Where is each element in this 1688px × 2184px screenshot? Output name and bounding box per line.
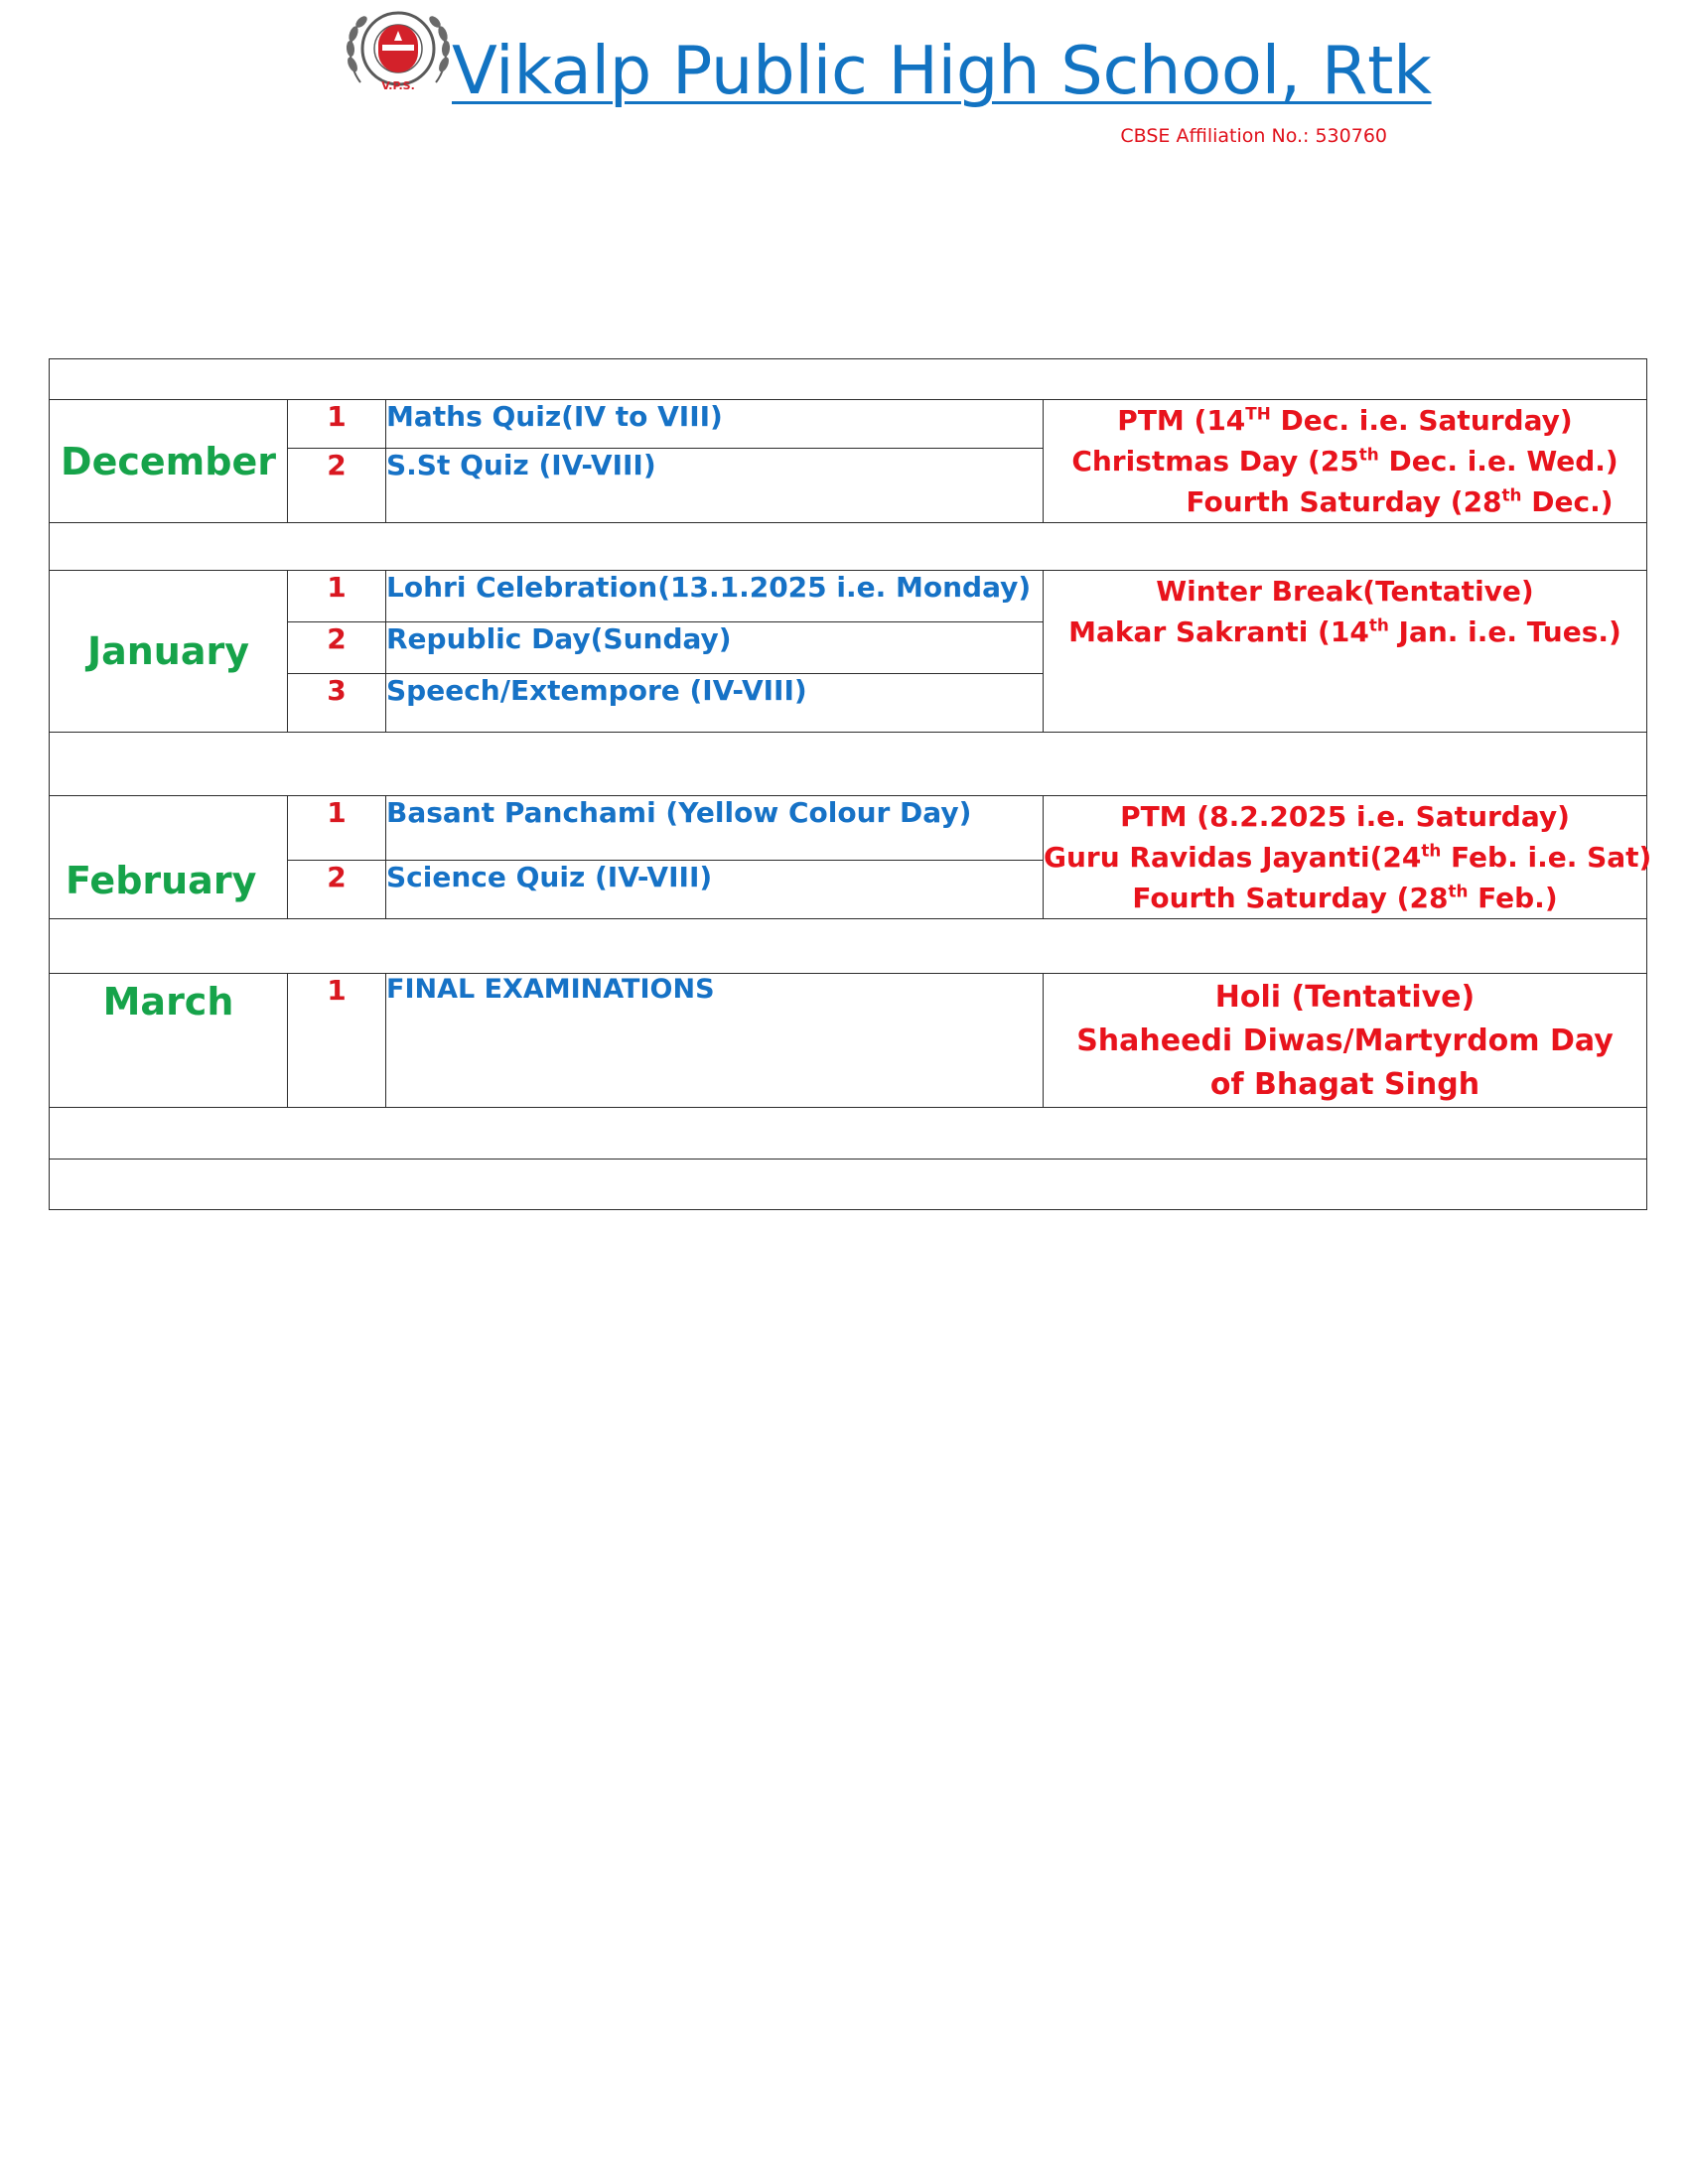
table-row	[50, 796, 1647, 861]
activity-text: Maths Quiz(IV to VIII)	[386, 400, 1044, 449]
activity-number: 2	[288, 622, 386, 674]
month-january: January	[50, 571, 288, 733]
activity-text: Science Quiz (IV-VIII)	[386, 861, 1044, 919]
activity-text: Lohri Celebration(13.1.2025 i.e. Monday)	[386, 571, 1044, 622]
holidays-january	[1044, 571, 1647, 733]
spacer-row	[50, 523, 1647, 571]
table-row	[50, 974, 1647, 1108]
holiday-line: PTM (8.2.2025 i.e. Saturday)	[1120, 800, 1570, 833]
activity-number: 1	[288, 400, 386, 449]
affiliation-number: CBSE Affiliation No.: 530760	[1120, 125, 1387, 147]
spacer-row	[50, 1160, 1647, 1210]
activity-calendar-table	[49, 358, 1652, 1210]
holiday-line: Makar Sakranti (14th Jan. i.e. Tues.)	[1068, 614, 1621, 648]
table-row	[50, 400, 1647, 449]
holiday-line: Fourth Saturday (28th Dec.)	[1186, 484, 1614, 518]
activity-number: 1	[288, 974, 386, 1108]
month-december: December	[50, 400, 288, 523]
svg-text:V.P.S.: V.P.S.	[381, 79, 415, 92]
month-march: March	[50, 974, 288, 1108]
activity-number: 1	[288, 796, 386, 861]
month-february: February	[50, 796, 288, 919]
activity-text: Basant Panchami (Yellow Colour Day)	[386, 796, 1044, 861]
holiday-line: PTM (14TH Dec. i.e. Saturday)	[1117, 403, 1573, 437]
school-name-heading: Vikalp Public High School, Rtk	[452, 32, 1432, 109]
spacer-row	[50, 919, 1647, 974]
holidays-march	[1044, 974, 1647, 1108]
holiday-line: Winter Break(Tentative)	[1156, 575, 1534, 608]
activity-number: 1	[288, 571, 386, 622]
holiday-line: Shaheedi Diwas/Martyrdom Day of Bhagat Singh	[1076, 1024, 1614, 1102]
activity-text: Speech/Extempore (IV-VIII)	[386, 674, 1044, 733]
table-row	[50, 571, 1647, 622]
school-logo	[343, 5, 454, 99]
holidays-february	[1044, 796, 1652, 919]
holiday-line: Guru Ravidas Jayanti(24th Feb. i.e. Sat)	[1044, 840, 1652, 874]
holiday-line: Fourth Saturday (28th Feb.)	[1132, 881, 1558, 914]
activity-text: Republic Day(Sunday)	[386, 622, 1044, 674]
spacer-row	[50, 1108, 1647, 1160]
activity-text: FINAL EXAMINATIONS	[386, 974, 1044, 1108]
holidays-december	[1044, 400, 1647, 523]
holiday-line: Holi (Tentative)	[1214, 980, 1476, 1015]
activity-number: 2	[288, 449, 386, 523]
spacer-row	[50, 733, 1647, 796]
activity-number: 3	[288, 674, 386, 733]
activity-number: 2	[288, 861, 386, 919]
activity-text: S.St Quiz (IV-VIII)	[386, 449, 1044, 523]
holiday-line: Christmas Day (25th Dec. i.e. Wed.)	[1071, 444, 1618, 478]
spacer-row	[50, 359, 1647, 400]
